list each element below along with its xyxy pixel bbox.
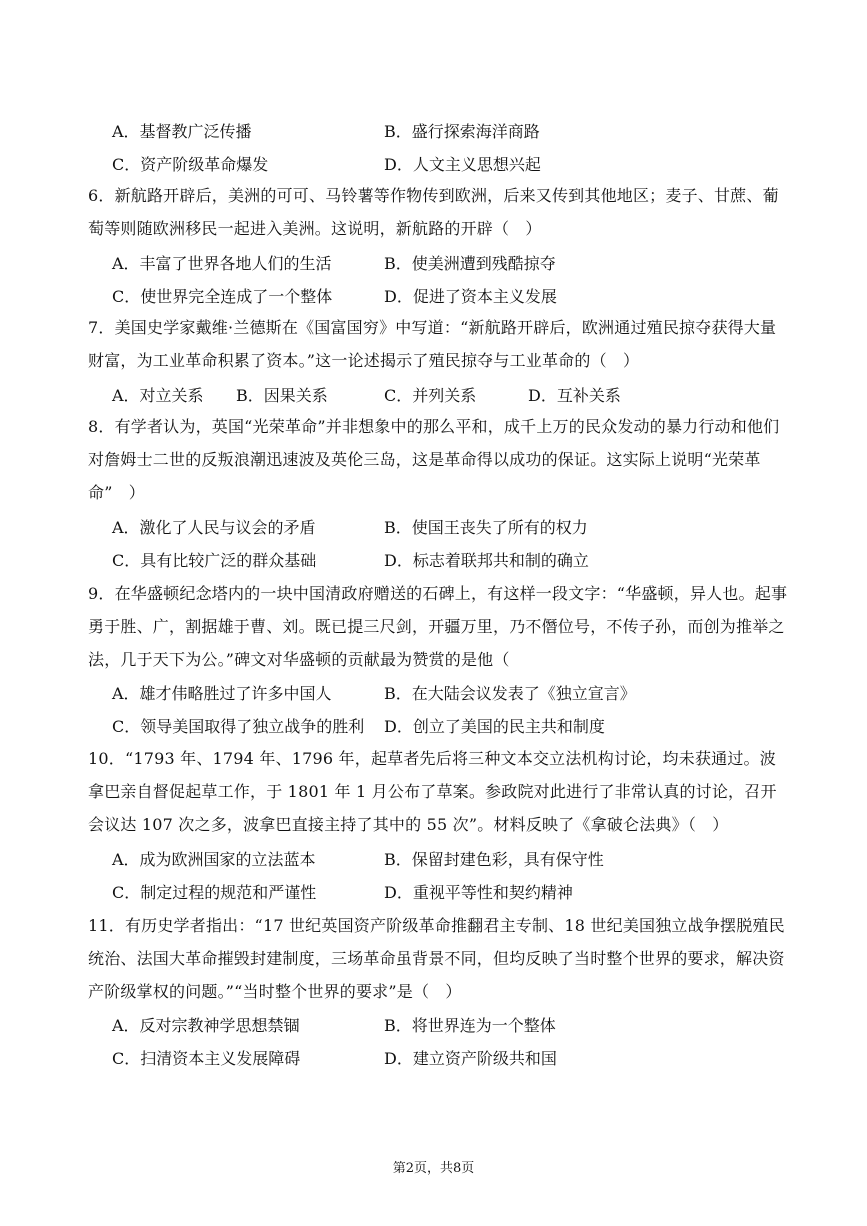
q6-stem: 6．新航路开辟后，美洲的可可、马铃薯等作物传到欧洲，后来又传到其他地区；麦子、甘蔗、葡萄等则随欧洲移民一起进入美洲。这说明，新航路的开辟（ ） xyxy=(88,186,779,238)
q10-option-b: B．保留封建色彩，具有保守性 xyxy=(384,850,604,869)
q5-option-a: A．基督教广泛传播 xyxy=(112,122,252,141)
q7-option-d: D．互补关系 xyxy=(528,386,621,405)
q6-option-d: D．促进了资本主义发展 xyxy=(384,287,557,306)
q10-option-a: A．成为欧洲国家的立法蓝本 xyxy=(112,850,316,869)
q11-option-b: B．将世界连为一个整体 xyxy=(384,1016,556,1035)
q9-option-c: C．领导美国取得了独立战争的胜利 xyxy=(112,717,365,736)
q6-option-b: B．使美洲遭到残酷掠夺 xyxy=(384,254,556,273)
q6-option-c: C．使世界完全连成了一个整体 xyxy=(112,287,333,306)
q8-option-a: A．激化了人民与议会的矛盾 xyxy=(112,518,316,537)
q11-option-a: A．反对宗教神学思想禁锢 xyxy=(112,1016,300,1035)
q9-option-a: A．雄才伟略胜过了许多中国人 xyxy=(112,684,332,703)
q7-stem: 7．美国史学家戴维·兰德斯在《国富国穷》中写道：“新航路开辟后，欧洲通过殖民掠夺获得大量财富，为工业革命积累了资本。”这一论述揭示了殖民掠夺与工业革命的（ ） xyxy=(88,318,777,370)
q10-option-d: D．重视平等性和契约精神 xyxy=(384,883,573,902)
q9-option-d: D．创立了美国的民主共和制度 xyxy=(384,717,605,736)
q8-option-c: C．具有比较广泛的群众基础 xyxy=(112,551,317,570)
q8-option-d: D．标志着联邦共和制的确立 xyxy=(384,551,589,570)
q5-option-d: D．人文主义思想兴起 xyxy=(384,155,541,174)
q10-stem: 10．“1793 年、1794 年、1796 年，起草者先后将三种文本交立法机构讨论，均未获通过。波拿巴亲自督促起草工作，于 1801 年 1 月公布了草案。参政院对此进行了非常认真的讨论，召开会议达 107 次之多，波拿巴直接主持了其中的 55 次”。材料反映了《拿破仑法典》（ ） xyxy=(88,749,777,834)
q7-option-b: B．因果关系 xyxy=(236,386,328,405)
q9-option-b: B．在大陆会议发表了《独立宣言》 xyxy=(384,684,636,703)
q5-option-c: C．资产阶级革命爆发 xyxy=(112,155,269,174)
q9-stem: 9．在华盛顿纪念塔内的一块中国清政府赠送的石碑上，有这样一段文字：“华盛顿，异人也。起事勇于胜、广，割据雄于曹、刘。既已提三尺剑，开疆万里，乃不僭位号，不传子孙，而创为推举之法，几于天下为公。”碑文对华盛顿的贡献最为赞赏的是他（ xyxy=(88,584,788,669)
q7-option-c: C．并列关系 xyxy=(384,386,477,405)
q11-option-c: C．扫清资本主义发展障碍 xyxy=(112,1049,301,1068)
q6-option-a: A．丰富了世界各地人们的生活 xyxy=(112,254,332,273)
q11-option-d: D．建立资产阶级共和国 xyxy=(384,1049,557,1068)
q5-option-b: B．盛行探索海洋商路 xyxy=(384,122,540,141)
page-footer: 第2页，共8页 xyxy=(392,1161,475,1176)
q10-option-c: C．制定过程的规范和严谨性 xyxy=(112,883,317,902)
q8-stem: 8．有学者认为，英国“光荣革命”并非想象中的那么平和，成千上万的民众发动的暴力行动和他们对詹姆士二世的反叛浪潮迅速波及英伦三岛，这是革命得以成功的保证。这实际上说明“光荣革命” ） xyxy=(88,417,780,502)
q8-option-b: B．使国王丧失了所有的权力 xyxy=(384,518,588,537)
q11-stem: 11．有历史学者指出：“17 世纪英国资产阶级革命推翻君主专制、18 世纪美国独立战争摆脱殖民统治、法国大革命摧毁封建制度，三场革命虽背景不同，但均反映了当时整个世界的要求，解决资产阶级掌权的问题。”“当时整个世界的要求”是（ ） xyxy=(88,916,785,1001)
q7-option-a: A．对立关系 xyxy=(112,386,204,405)
